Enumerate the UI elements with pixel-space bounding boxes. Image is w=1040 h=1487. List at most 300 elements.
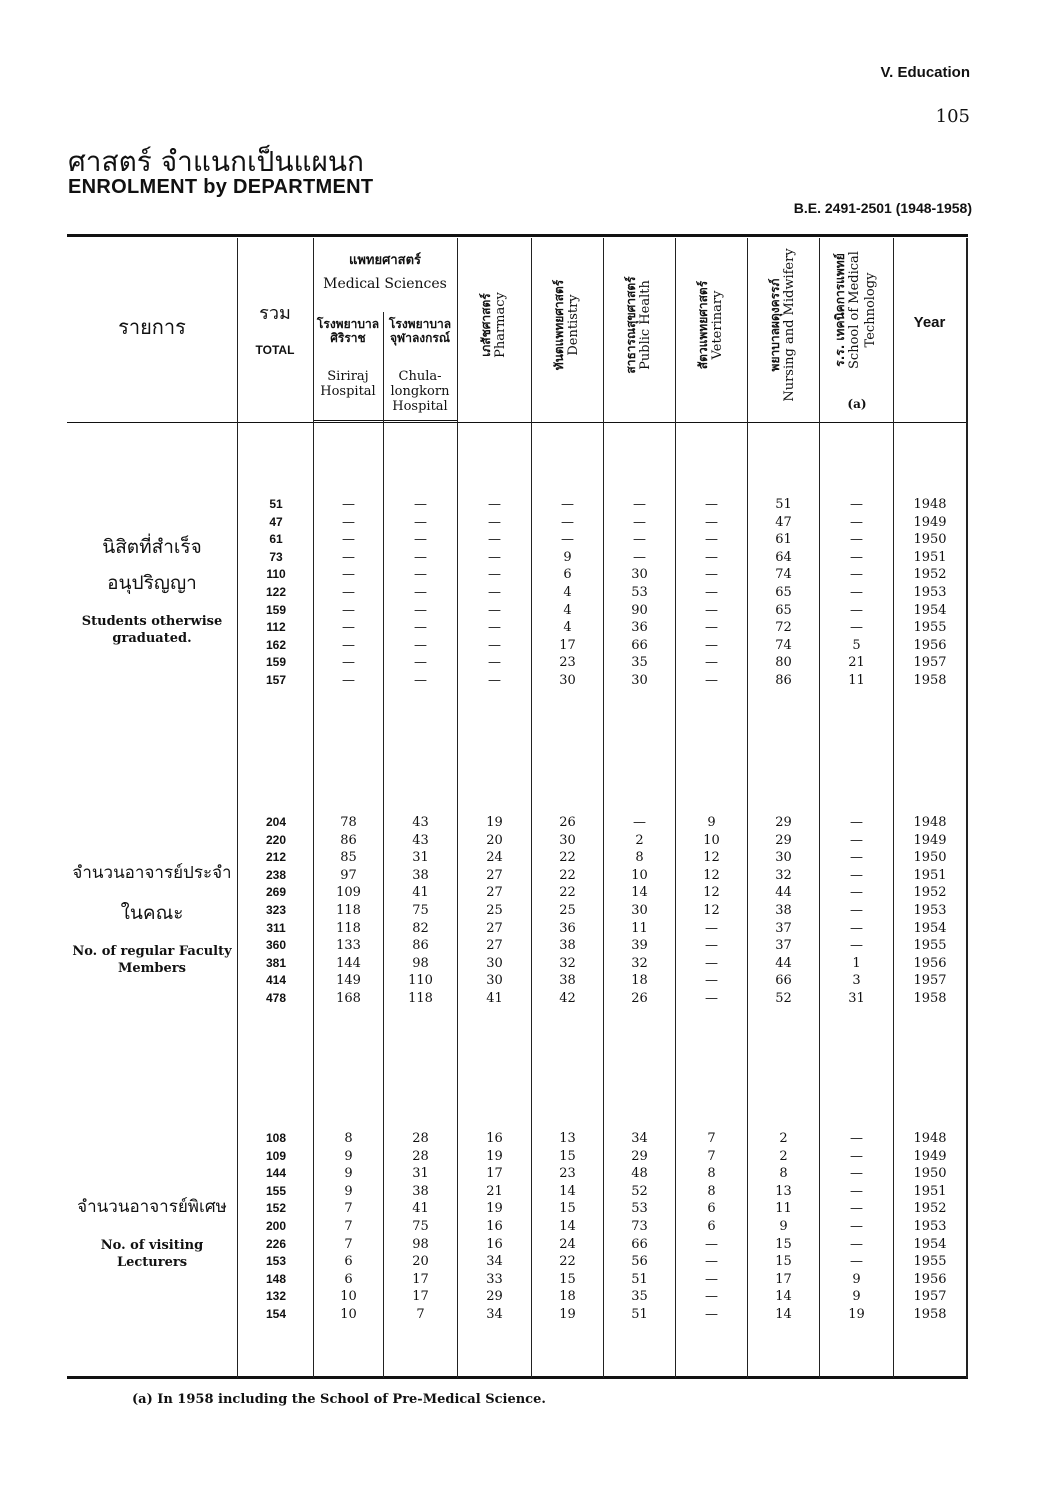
cell-medtech: — (850, 1201, 863, 1217)
cell-chula: 43 (412, 815, 429, 830)
cell-siriraj: 9 (344, 1166, 353, 1182)
header-dentistry-thai: ทันตแพทยศาสตร์ (552, 279, 567, 371)
cell-years: 1952 (913, 885, 947, 901)
cell-chula: 7 (416, 1307, 425, 1322)
cell-dentistry: 15 (559, 1201, 576, 1217)
cell-nursing: 30 (775, 850, 792, 866)
cell-dentistry: 19 (559, 1307, 576, 1322)
cell-chula: — (414, 514, 427, 530)
cell-chula: 98 (412, 1236, 429, 1252)
cell-medtech: 31 (848, 991, 865, 1006)
cell-veterinary: — (705, 1236, 718, 1252)
header-bottom-rule (67, 422, 968, 423)
cell-medtech: — (850, 938, 863, 954)
cell-years: 1949 (913, 514, 947, 530)
table-right-rule (966, 238, 968, 1378)
cell-dentistry: 4 (563, 585, 572, 600)
cell-veterinary: — (705, 673, 718, 688)
cell-total: 478 (265, 991, 287, 1005)
cell-nursing: 61 (775, 532, 792, 548)
cell-medtech: — (850, 867, 863, 883)
cell-total: 159 (265, 655, 287, 670)
title-english: ENROLMENT by DEPARTMENT (68, 176, 374, 198)
cell-total: 212 (265, 850, 287, 865)
cell-public-health: — (633, 815, 646, 830)
cell-dentistry: 38 (559, 938, 576, 954)
cell-medtech: — (850, 514, 863, 530)
cell-total: 47 (269, 514, 283, 529)
cell-chula: 75 (412, 1219, 429, 1234)
cell-years: 1958 (913, 991, 947, 1006)
cell-years: 1951 (913, 867, 947, 883)
cell-nursing: 11 (775, 1201, 792, 1217)
cell-dentistry: 18 (559, 1289, 576, 1305)
cell-nursing: 15 (775, 1236, 792, 1252)
cell-pharmacy: — (488, 497, 501, 512)
cell-pharmacy: 27 (486, 867, 503, 883)
cell-medtech: 9 (852, 1271, 861, 1287)
cell-nursing: 47 (775, 514, 792, 530)
cell-veterinary: 9 (707, 815, 716, 830)
cell-public-health: 66 (631, 1236, 648, 1252)
cell-siriraj: 168 (336, 991, 361, 1006)
cell-chula: — (414, 637, 427, 653)
cell-public-health: 34 (631, 1131, 648, 1146)
cell-veterinary: — (705, 938, 718, 954)
cell-medtech: — (850, 920, 863, 936)
cell-dentistry: 38 (559, 973, 576, 989)
cell-public-health: 73 (631, 1219, 648, 1234)
cell-chula: 17 (412, 1271, 429, 1287)
cell-dentistry: 23 (559, 1166, 576, 1182)
cell-medtech: — (850, 1166, 863, 1182)
cell-total: 311 (266, 920, 286, 935)
cell-siriraj: 6 (344, 1271, 353, 1287)
cell-nursing: 65 (775, 585, 792, 600)
cell-veterinary: — (705, 497, 718, 512)
cell-medtech: — (850, 1148, 863, 1164)
cell-pharmacy: — (488, 514, 501, 530)
cell-public-health: 10 (631, 867, 648, 883)
cell-nursing: 17 (775, 1271, 792, 1287)
cell-siriraj: 7 (344, 1236, 353, 1252)
cell-dentistry: 30 (559, 673, 576, 688)
cell-years: 1955 (913, 1254, 947, 1270)
cell-nursing: 14 (775, 1307, 792, 1322)
cell-years: 1958 (913, 673, 947, 688)
cell-public-health: 53 (631, 585, 648, 600)
cell-public-health: 52 (631, 1183, 648, 1199)
cell-chula: — (414, 532, 427, 548)
cell-public-health: 2 (635, 832, 644, 848)
section-1-label-thai-1: นิสิตที่สำเร็จ (102, 536, 202, 558)
cell-pharmacy: — (488, 602, 501, 618)
cell-total: 360 (265, 938, 287, 953)
cell-public-health: 48 (631, 1166, 648, 1182)
cell-total: 153 (265, 1254, 287, 1269)
header-veterinary (676, 240, 746, 410)
cell-chula: 118 (408, 991, 433, 1006)
cell-medtech: 19 (848, 1307, 865, 1322)
cell-nursing: 51 (775, 497, 792, 512)
header-siriraj-thai: โรงพยาบาลศิริราช (316, 317, 380, 345)
header-medtech-note: (a) (847, 397, 867, 411)
cell-years: 1957 (913, 655, 947, 671)
cell-medtech: — (850, 1236, 863, 1252)
header-medtech-en: School of Medical Technology (847, 251, 879, 369)
cell-public-health: — (633, 532, 646, 548)
cell-siriraj: 149 (336, 973, 361, 989)
cell-pharmacy: — (488, 549, 501, 565)
cell-siriraj: — (342, 497, 355, 512)
cell-medtech: — (850, 585, 863, 600)
cell-dentistry: 26 (559, 815, 576, 830)
cell-veterinary: — (705, 1289, 718, 1305)
header-nursing-en: Nursing and Midwifery (782, 248, 798, 402)
cell-pharmacy: — (488, 620, 501, 636)
cell-medtech: — (850, 1219, 863, 1234)
cell-dentistry: — (561, 497, 574, 512)
cell-years: 1958 (913, 1307, 947, 1322)
cell-veterinary: 6 (707, 1219, 716, 1234)
cell-siriraj: — (342, 655, 355, 671)
cell-veterinary: — (705, 955, 718, 971)
cell-siriraj: — (342, 514, 355, 530)
cell-veterinary: 12 (703, 903, 720, 918)
cell-veterinary: 6 (707, 1201, 716, 1217)
cell-veterinary: 7 (707, 1148, 716, 1164)
cell-public-health: 8 (635, 850, 644, 866)
cell-dentistry: 14 (559, 1183, 576, 1199)
medical-subheader-rule (313, 420, 457, 421)
cell-chula: 38 (412, 1183, 429, 1199)
cell-total: 152 (265, 1201, 287, 1216)
cell-nursing: 74 (775, 567, 792, 583)
cell-total: 110 (266, 567, 286, 582)
header-dentistry-en: Dentistry (566, 294, 582, 356)
cell-medtech: 21 (848, 655, 865, 671)
cell-siriraj: 10 (340, 1307, 357, 1322)
cell-veterinary: — (705, 620, 718, 636)
cell-medtech: 11 (848, 673, 865, 688)
cell-medtech: — (850, 903, 863, 918)
cell-public-health: 56 (631, 1254, 648, 1270)
cell-siriraj: 9 (344, 1148, 353, 1164)
cell-years: 1956 (913, 637, 947, 653)
cell-total: 73 (269, 549, 283, 564)
cell-dentistry: 22 (559, 867, 576, 883)
cell-nursing: 44 (775, 885, 792, 901)
cell-pharmacy: 33 (486, 1271, 503, 1287)
cell-public-health: — (633, 549, 646, 565)
cell-total: 112 (266, 620, 286, 635)
cell-years: 1955 (913, 938, 947, 954)
cell-years: 1950 (913, 850, 947, 866)
cell-years: 1950 (913, 1166, 947, 1182)
cell-years: 1948 (913, 815, 947, 830)
cell-medtech: 9 (852, 1289, 861, 1305)
cell-siriraj: 7 (344, 1201, 353, 1217)
cell-veterinary: — (705, 1307, 718, 1322)
cell-pharmacy: — (488, 637, 501, 653)
header-medtech-thai: ร.ร. เทคนิคการแพทย์ (833, 253, 848, 367)
cell-total: 109 (265, 1148, 287, 1163)
cell-dentistry: 15 (559, 1148, 576, 1164)
cell-nursing: 2 (779, 1148, 788, 1164)
cell-total: 51 (269, 497, 283, 511)
section-3-label-thai-1: จำนวนอาจารย์พิเศษ (77, 1197, 227, 1217)
cell-chula: 17 (412, 1289, 429, 1305)
cell-chula: 41 (412, 1201, 429, 1217)
cell-total: 204 (265, 815, 287, 829)
cell-public-health: 51 (631, 1271, 648, 1287)
cell-years: 1951 (913, 1183, 947, 1199)
cell-siriraj: 118 (336, 903, 361, 918)
section-1-label-thai-2: อนุปริญญา (107, 572, 197, 594)
cell-total: 155 (265, 1183, 287, 1198)
cell-public-health: 66 (631, 637, 648, 653)
header-pharmacy-thai: เภสัชศาสตร์ (479, 293, 494, 357)
header-year: Year (913, 314, 946, 331)
section-2-label-en: No. of regular Faculty Members (72, 944, 232, 976)
cell-pharmacy: 30 (486, 955, 503, 971)
cell-veterinary: — (705, 532, 718, 548)
cell-years: 1953 (913, 1219, 947, 1234)
cell-years: 1949 (913, 832, 947, 848)
header-item: รายการ (118, 315, 186, 339)
cell-years: 1953 (913, 903, 947, 918)
cell-dentistry: 6 (563, 567, 572, 583)
cell-total: 132 (265, 1289, 287, 1304)
cell-public-health: 14 (631, 885, 648, 901)
header-total-en: TOTAL (255, 343, 295, 357)
cell-pharmacy: — (488, 532, 501, 548)
cell-years: 1953 (913, 585, 947, 600)
cell-veterinary: — (705, 655, 718, 671)
cell-years: 1952 (913, 567, 947, 583)
cell-siriraj: 9 (344, 1183, 353, 1199)
cell-nursing: 29 (775, 815, 792, 830)
period-label: B.E. 2491-2501 (1948-1958) (793, 200, 972, 216)
cell-chula: — (414, 567, 427, 583)
cell-siriraj: — (342, 673, 355, 688)
cell-nursing: 80 (775, 655, 792, 671)
cell-total: 162 (265, 637, 287, 652)
cell-nursing: 13 (775, 1183, 792, 1199)
cell-chula: 86 (412, 938, 429, 954)
cell-dentistry: 36 (559, 920, 576, 936)
cell-dentistry: 9 (563, 549, 572, 565)
cell-veterinary: — (705, 514, 718, 530)
cell-siriraj: 10 (340, 1289, 357, 1305)
cell-dentistry: 22 (559, 850, 576, 866)
cell-chula: 82 (412, 920, 429, 936)
cell-siriraj: 97 (340, 867, 357, 883)
header-veterinary-thai: สัตวแพทยศาสตร์ (696, 280, 711, 370)
cell-dentistry: 22 (559, 1254, 576, 1270)
cell-veterinary: — (705, 1254, 718, 1270)
cell-medtech: 1 (852, 955, 861, 971)
cell-medtech: — (850, 832, 863, 848)
cell-siriraj: 78 (340, 815, 357, 830)
cell-dentistry: 14 (559, 1219, 576, 1234)
cell-total: 144 (265, 1166, 287, 1181)
cell-pharmacy: 21 (486, 1183, 503, 1199)
cell-years: 1948 (913, 497, 947, 512)
cell-pharmacy: — (488, 567, 501, 583)
cell-total: 108 (265, 1131, 287, 1145)
cell-pharmacy: 20 (486, 832, 503, 848)
cell-public-health: 30 (631, 673, 648, 688)
cell-nursing: 32 (775, 867, 792, 883)
header-siriraj-en: Siriraj Hospital (320, 369, 376, 399)
cell-total: 148 (265, 1271, 287, 1286)
cell-siriraj: 133 (336, 938, 361, 954)
header-public-health-en: Public Health (638, 280, 654, 370)
cell-chula: 20 (412, 1254, 429, 1270)
page-number: 105 (935, 106, 970, 127)
cell-medtech: — (850, 532, 863, 548)
cell-medtech: 3 (852, 973, 861, 989)
cell-veterinary: — (705, 567, 718, 583)
header-dentistry (532, 240, 602, 410)
header-medical-thai: แพทยศาสตร์ (348, 253, 422, 268)
header-medtech (821, 230, 891, 390)
cell-nursing: 37 (775, 920, 792, 936)
cell-public-health: 32 (631, 955, 648, 971)
cell-chula: 31 (412, 850, 429, 866)
cell-nursing: 2 (779, 1131, 788, 1146)
cell-pharmacy: 41 (486, 991, 503, 1006)
title-thai: ศาสตร์ จำแนกเป็นแผนก (68, 145, 365, 178)
header-chula-en: Chula-longkorn Hospital (390, 369, 450, 414)
cell-years: 1957 (913, 1289, 947, 1305)
cell-dentistry: 17 (559, 637, 576, 653)
cell-veterinary: 12 (703, 867, 720, 883)
cell-public-health: 18 (631, 973, 648, 989)
cell-medtech: — (850, 549, 863, 565)
cell-medtech: — (850, 815, 863, 830)
cell-nursing: 37 (775, 938, 792, 954)
cell-dentistry: 15 (559, 1271, 576, 1287)
cell-veterinary: — (705, 549, 718, 565)
cell-public-health: 30 (631, 903, 648, 918)
cell-siriraj: — (342, 567, 355, 583)
cell-nursing: 66 (775, 973, 792, 989)
header-medical-en: Medical Sciences (323, 276, 447, 292)
cell-siriraj: 8 (344, 1131, 353, 1146)
cell-nursing: 29 (775, 832, 792, 848)
cell-pharmacy: 34 (486, 1254, 503, 1270)
cell-pharmacy: — (488, 673, 501, 688)
cell-pharmacy: 29 (486, 1289, 503, 1305)
cell-chula: 75 (412, 903, 429, 918)
cell-dentistry: 25 (559, 903, 576, 918)
cell-dentistry: 32 (559, 955, 576, 971)
cell-chula: 41 (412, 885, 429, 901)
cell-total: 122 (265, 585, 287, 599)
cell-public-health: 29 (631, 1148, 648, 1164)
cell-veterinary: 12 (703, 850, 720, 866)
cell-medtech: — (850, 1131, 863, 1146)
cell-dentistry: 23 (559, 655, 576, 671)
cell-total: 381 (265, 955, 287, 970)
header-pharmacy-en: Pharmacy (493, 292, 509, 358)
cell-veterinary: 10 (703, 832, 720, 848)
cell-siriraj: — (342, 532, 355, 548)
cell-dentistry: 24 (559, 1236, 576, 1252)
cell-medtech: — (850, 497, 863, 512)
cell-years: 1948 (913, 1131, 947, 1146)
cell-veterinary: 8 (707, 1166, 716, 1182)
section-2-label-thai-1: จำนวนอาจารย์ประจำ (72, 863, 232, 883)
cell-siriraj: 86 (340, 832, 357, 848)
cell-veterinary: 12 (703, 885, 720, 901)
cell-public-health: 36 (631, 620, 648, 636)
cell-total: 269 (265, 885, 287, 900)
cell-years: 1950 (913, 532, 947, 548)
cell-chula: — (414, 585, 427, 600)
cell-siriraj: 85 (340, 850, 357, 866)
cell-public-health: 35 (631, 1289, 648, 1305)
cell-nursing: 52 (775, 991, 792, 1006)
cell-chula: 38 (412, 867, 429, 883)
cell-nursing: 74 (775, 637, 792, 653)
header-chula-thai: โรงพยาบาลจุฬาลงกรณ์ (388, 317, 452, 345)
cell-years: 1954 (913, 1236, 947, 1252)
cell-medtech: — (850, 602, 863, 618)
cell-dentistry: 42 (559, 991, 576, 1006)
cell-pharmacy: 19 (486, 1201, 503, 1217)
cell-medtech: — (850, 1183, 863, 1199)
cell-pharmacy: 16 (486, 1219, 503, 1234)
cell-pharmacy: — (488, 655, 501, 671)
cell-years: 1955 (913, 620, 947, 636)
header-nursing (748, 240, 818, 410)
table-bottom-rule (67, 1376, 968, 1379)
cell-pharmacy: 19 (486, 815, 503, 830)
cell-public-health: — (633, 514, 646, 530)
cell-total: 238 (265, 867, 287, 882)
cell-total: 323 (265, 903, 287, 917)
cell-years: 1954 (913, 920, 947, 936)
cell-siriraj: — (342, 620, 355, 636)
cell-pharmacy: 24 (486, 850, 503, 866)
cell-pharmacy: 19 (486, 1148, 503, 1164)
cell-pharmacy: 25 (486, 903, 503, 918)
cell-dentistry: 13 (559, 1131, 576, 1146)
cell-chula: — (414, 549, 427, 565)
cell-nursing: 72 (775, 620, 792, 636)
cell-chula: 28 (412, 1148, 429, 1164)
cell-medtech: — (850, 850, 863, 866)
col-divider (237, 238, 238, 1378)
cell-public-health: 35 (631, 655, 648, 671)
cell-medtech: — (850, 1254, 863, 1270)
cell-dentistry: 22 (559, 885, 576, 901)
cell-veterinary: — (705, 920, 718, 936)
cell-siriraj: — (342, 549, 355, 565)
cell-siriraj: 7 (344, 1219, 353, 1234)
cell-nursing: 8 (779, 1166, 788, 1182)
cell-dentistry: — (561, 532, 574, 548)
cell-medtech: 5 (852, 637, 861, 653)
header-total-thai: รวม (259, 303, 291, 324)
section-3-label-en: No. of visiting Lecturers (100, 1238, 204, 1270)
cell-dentistry: 4 (563, 602, 572, 618)
cell-total: 157 (265, 673, 287, 687)
cell-pharmacy: 17 (486, 1166, 503, 1182)
